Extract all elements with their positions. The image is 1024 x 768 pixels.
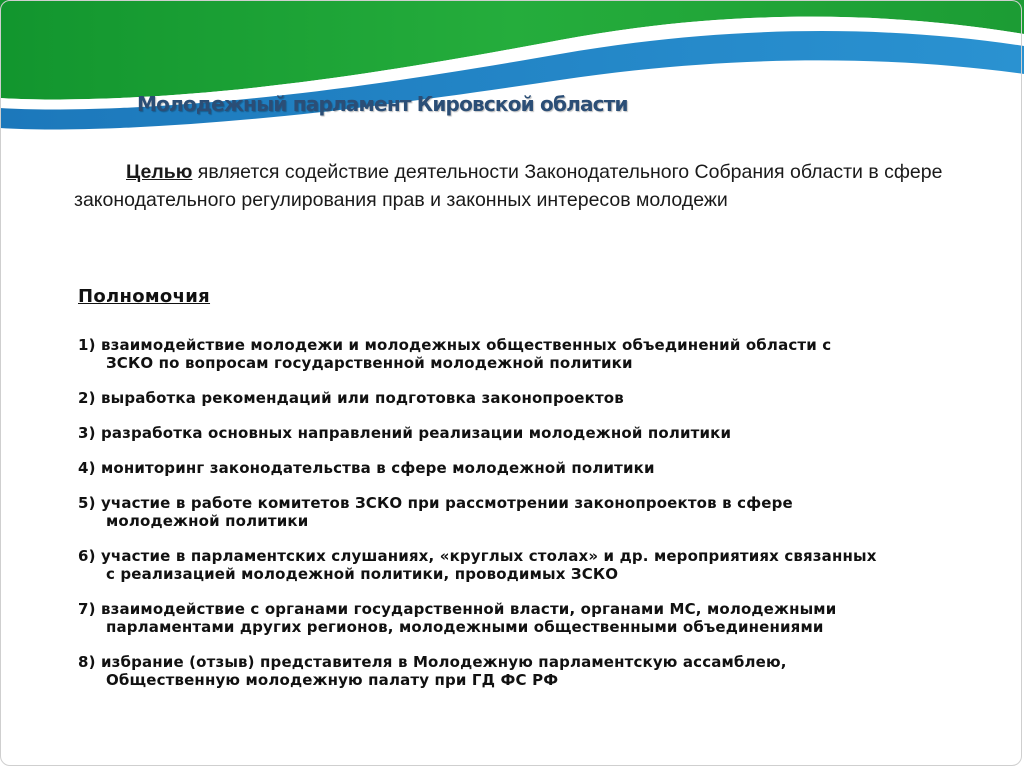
goal-paragraph	[74, 158, 954, 214]
header-wave-decoration	[0, 0, 1024, 140]
list-item: 3) разработка основных направлений реализации молодежной политики	[78, 424, 732, 442]
list-item: 2) выработка рекомендаций или подготовка законопроектов	[78, 389, 624, 407]
list-item: 8) избрание (отзыв) представителя в Молодежную парламентскую ассамблею, Общественную молодежную палату при ГД ФС РФ	[78, 653, 787, 689]
list-item: 5) участие в работе комитетов ЗСКО при рассмотрении законопроектов в сфере молодежной политики	[78, 494, 793, 530]
goal-text: является содействие деятельности Законодательного Собрания области в сфере законодательного регулирования прав и законных интересов молодежи	[74, 161, 943, 211]
slide-title: Молодежный парламент Кировской области	[137, 92, 628, 116]
list-item: 4) мониторинг законодательства в сфере молодежной политики	[78, 459, 655, 477]
list-item: 7) взаимодействие с органами государственной власти, органами МС, молодежными парламентами других регионов, молодежными общественными объединениями	[78, 600, 837, 636]
list-item: 1) взаимодействие молодежи и молодежных общественных объединений области с ЗСКО по вопросам государственной молодежной политики	[78, 336, 832, 372]
list-item: 6) участие в парламентских слушаниях, «круглых столах» и др. мероприятиях связанных с реализацией молодежной политики, проводимых ЗСКО	[78, 547, 877, 583]
goal-keyword: Целью	[126, 161, 193, 183]
powers-heading: Полномочия	[78, 286, 211, 307]
powers-list	[78, 336, 878, 706]
